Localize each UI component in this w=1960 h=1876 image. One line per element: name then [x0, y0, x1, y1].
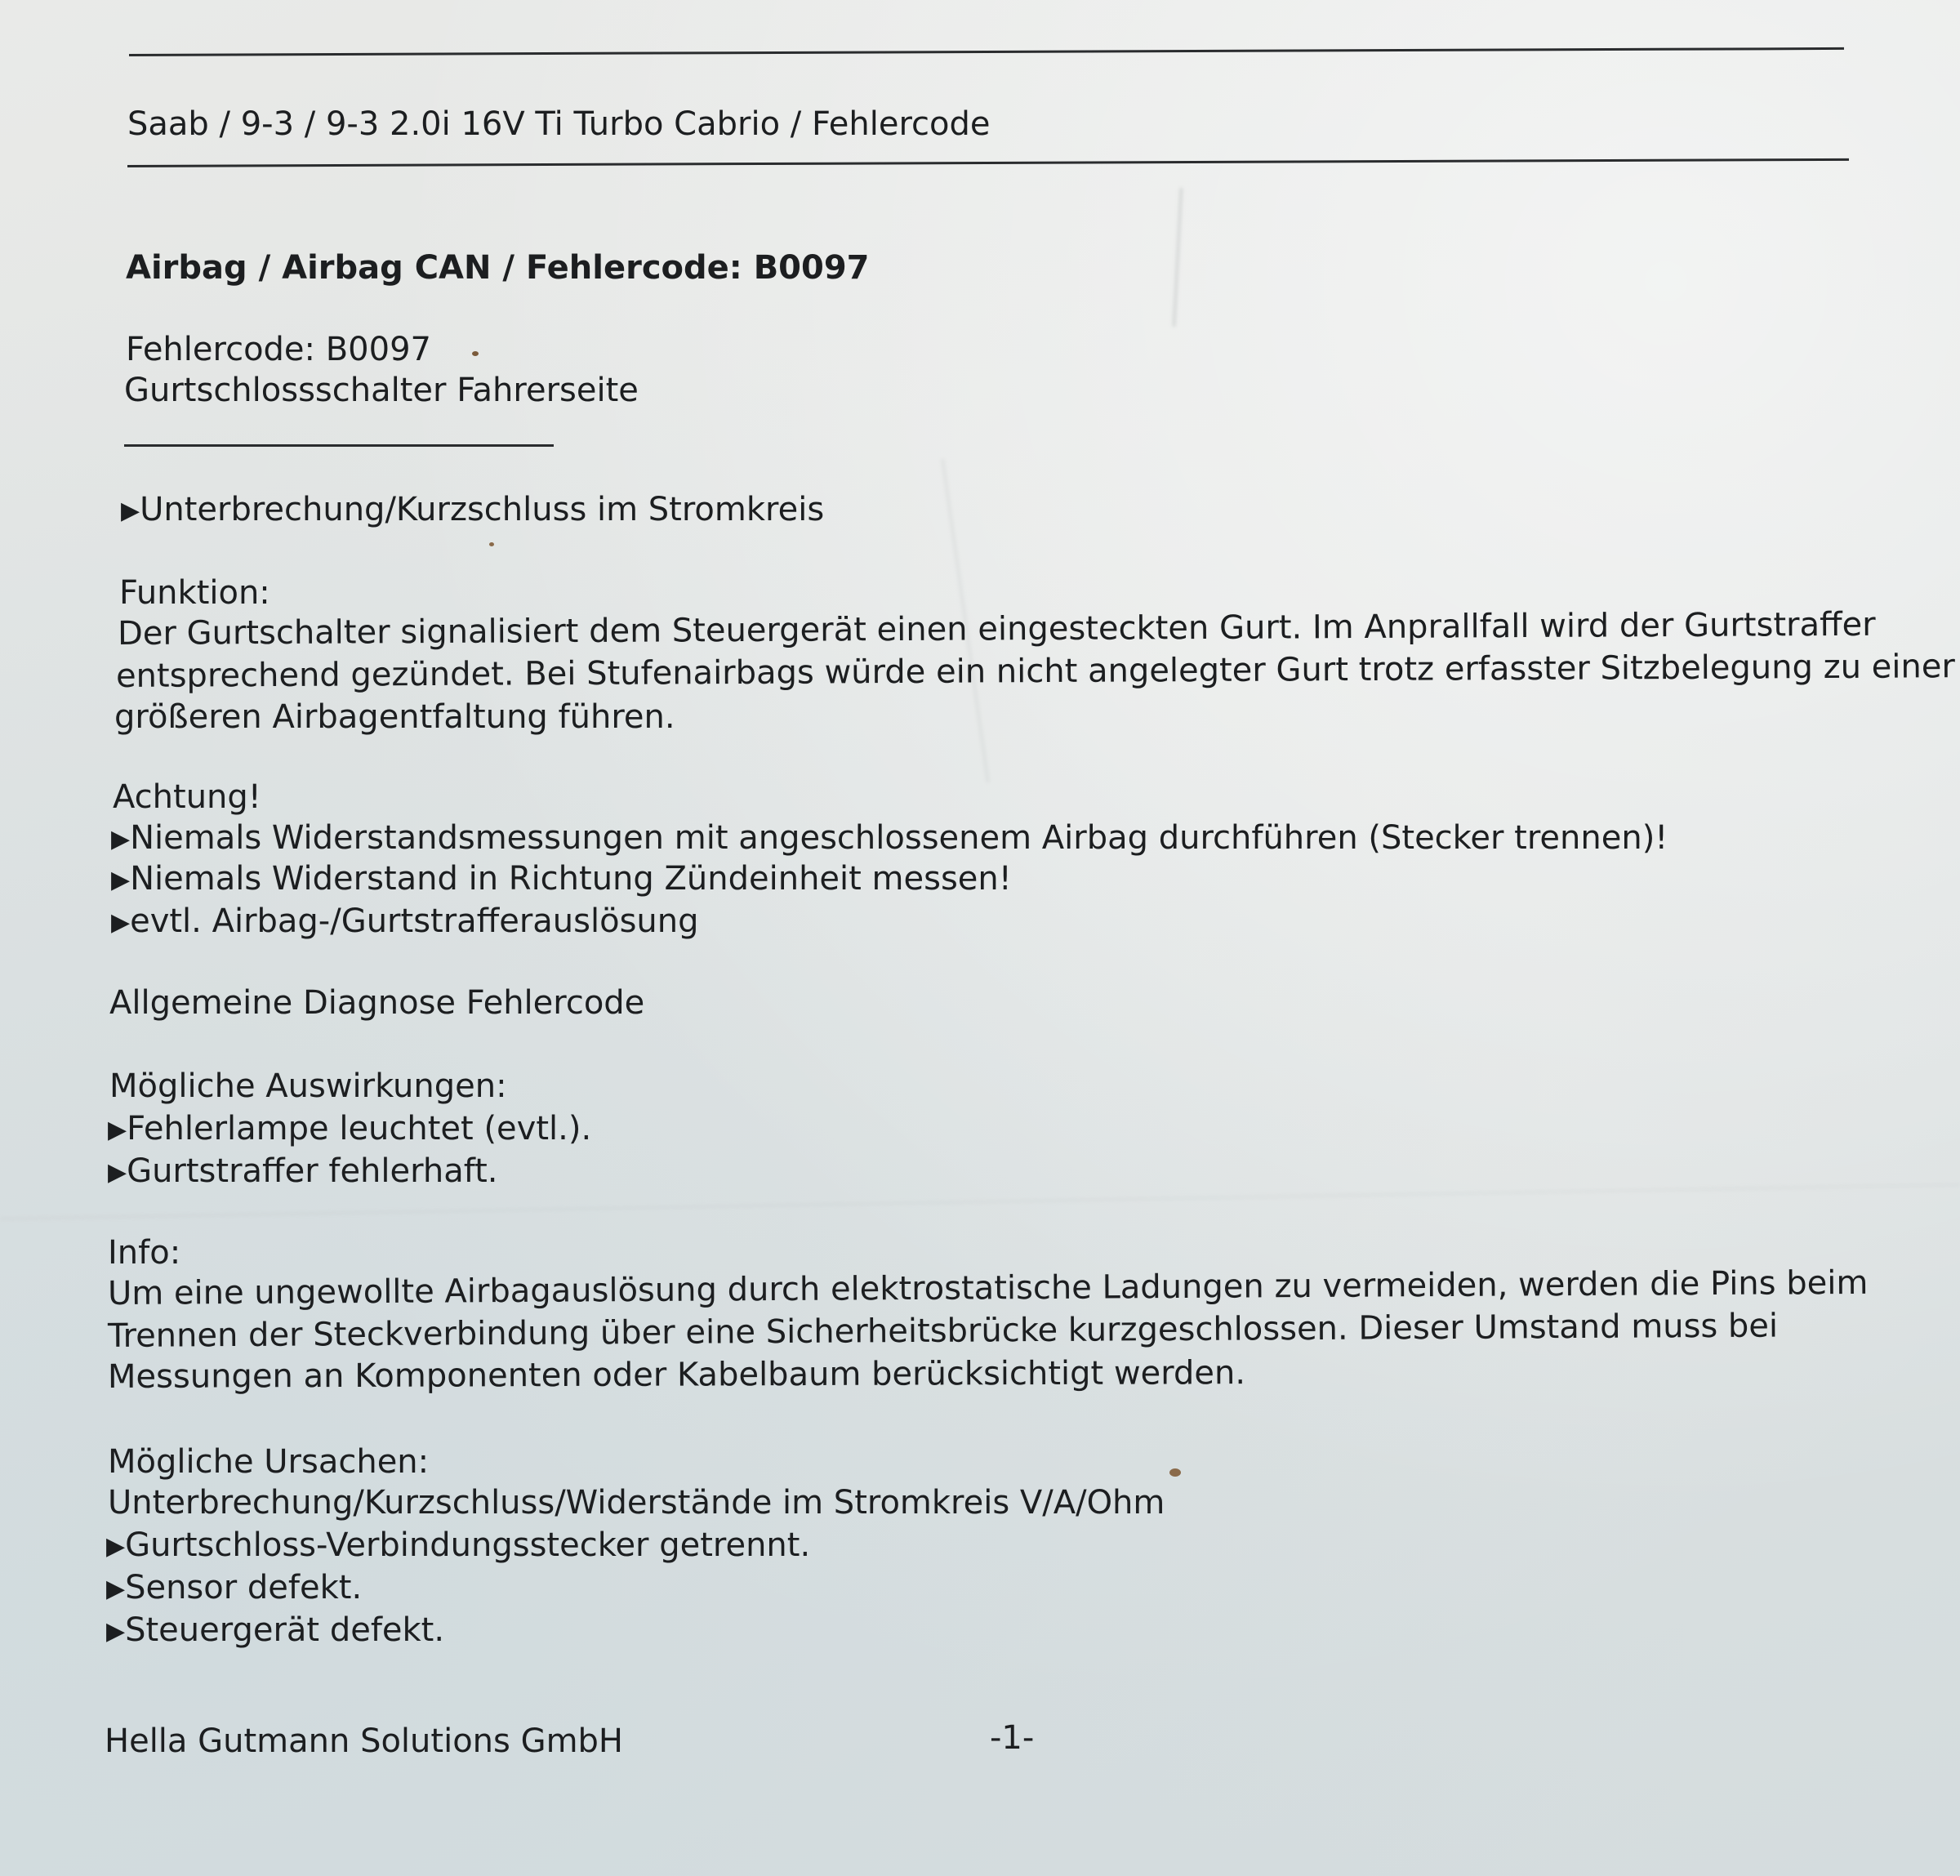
- ursachen-item-text: Sensor defekt.: [125, 1569, 363, 1606]
- arrow-right-icon: ▶: [106, 1532, 126, 1561]
- footer-company: Hella Gutmann Solutions GmbH: [105, 1722, 623, 1760]
- achtung-item: [111, 900, 699, 944]
- info-line: Messungen an Komponenten oder Kabelbaum berücksichtigt werden.: [107, 1354, 1246, 1396]
- arrow-right-icon: ▶: [111, 908, 131, 937]
- funktion-line: Der Gurtschalter signalisiert dem Steuergerät einen eingesteckten Gurt. Im Anprallfall wird der Gurtstraffer: [117, 605, 1876, 653]
- ursachen-intro: Unterbrechung/Kurzschluss/Widerstände im Stromkreis V/A/Ohm: [108, 1484, 1165, 1522]
- ursachen-item: [106, 1609, 444, 1653]
- ursachen-item-text: Gurtschloss-Verbindungsstecker getrennt.: [125, 1526, 811, 1564]
- paper-speck: [472, 351, 479, 356]
- achtung-item: [111, 817, 1668, 861]
- ursachen-item: [106, 1566, 362, 1611]
- info-label: Info:: [108, 1234, 181, 1272]
- ursachen-item: [106, 1524, 810, 1568]
- arrow-right-icon: ▶: [106, 1575, 126, 1603]
- header-top-rule: [129, 47, 1844, 56]
- fault-description: Gurtschlossschalter Fahrerseite: [124, 372, 639, 409]
- auswirkungen-item: [108, 1107, 591, 1152]
- breadcrumb: Saab / 9-3 / 9-3 2.0i 16V Ti Turbo Cabrio / Fehlercode: [127, 105, 991, 143]
- arrow-right-icon: ▶: [121, 497, 140, 525]
- arrow-right-icon: ▶: [111, 866, 131, 894]
- auswirkungen-item: [108, 1150, 498, 1194]
- funktion-line: entsprechend gezündet. Bei Stufenairbags würde ein nicht angelegter Gurt trotz erfasster Sitzbelegung zu einer: [115, 648, 1955, 695]
- paper-crease: [1173, 188, 1183, 327]
- achtung-label: Achtung!: [113, 778, 261, 816]
- funktion-line: größeren Airbagentfaltung führen.: [114, 698, 675, 736]
- arrow-right-icon: ▶: [106, 1617, 126, 1646]
- general-diagnosis: Allgemeine Diagnose Fehlercode: [109, 984, 645, 1022]
- header-bottom-rule: [127, 158, 1849, 167]
- code-underline: [124, 444, 554, 447]
- auswirkungen-label: Mögliche Auswirkungen:: [109, 1067, 507, 1105]
- paper-speck: [1169, 1468, 1181, 1477]
- info-line: Um eine ungewollte Airbagauslösung durch elektrostatische Ladungen zu vermeiden, werden die Pins beim: [107, 1263, 1869, 1312]
- arrow-right-icon: ▶: [111, 825, 131, 853]
- auswirkungen-item-text: Gurtstraffer fehlerhaft.: [127, 1152, 498, 1190]
- achtung-item-text: Niemals Widerstandsmessungen mit angeschlossenem Airbag durchführen (Stecker trennen)!: [130, 819, 1668, 857]
- achtung-item: [111, 858, 1012, 902]
- section-title: Airbag / Airbag CAN / Fehlercode: B0097: [126, 249, 870, 287]
- achtung-item-text: evtl. Airbag-/Gurtstrafferauslösung: [130, 902, 699, 940]
- achtung-item-text: Niemals Widerstand in Richtung Zündeinheit messen!: [130, 860, 1012, 898]
- page-number: -1-: [990, 1719, 1035, 1757]
- arrow-right-icon: ▶: [108, 1116, 127, 1144]
- ursachen-item-text: Steuergerät defekt.: [125, 1611, 445, 1649]
- arrow-right-icon: ▶: [108, 1158, 127, 1187]
- paper-speck: [489, 542, 494, 546]
- auswirkungen-item-text: Fehlerlampe leuchtet (evtl.).: [127, 1110, 592, 1147]
- fault-type: [121, 488, 824, 532]
- info-line: Trennen der Steckverbindung über eine Sicherheitsbrücke kurzgeschlossen. Dieser Umstand muss bei: [107, 1307, 1779, 1355]
- fault-code: Fehlercode: B0097: [126, 331, 431, 368]
- fault-type-text: Unterbrechung/Kurzschluss im Stromkreis: [140, 491, 825, 528]
- funktion-label: Funktion:: [119, 574, 270, 612]
- ursachen-label: Mögliche Ursachen:: [108, 1443, 430, 1481]
